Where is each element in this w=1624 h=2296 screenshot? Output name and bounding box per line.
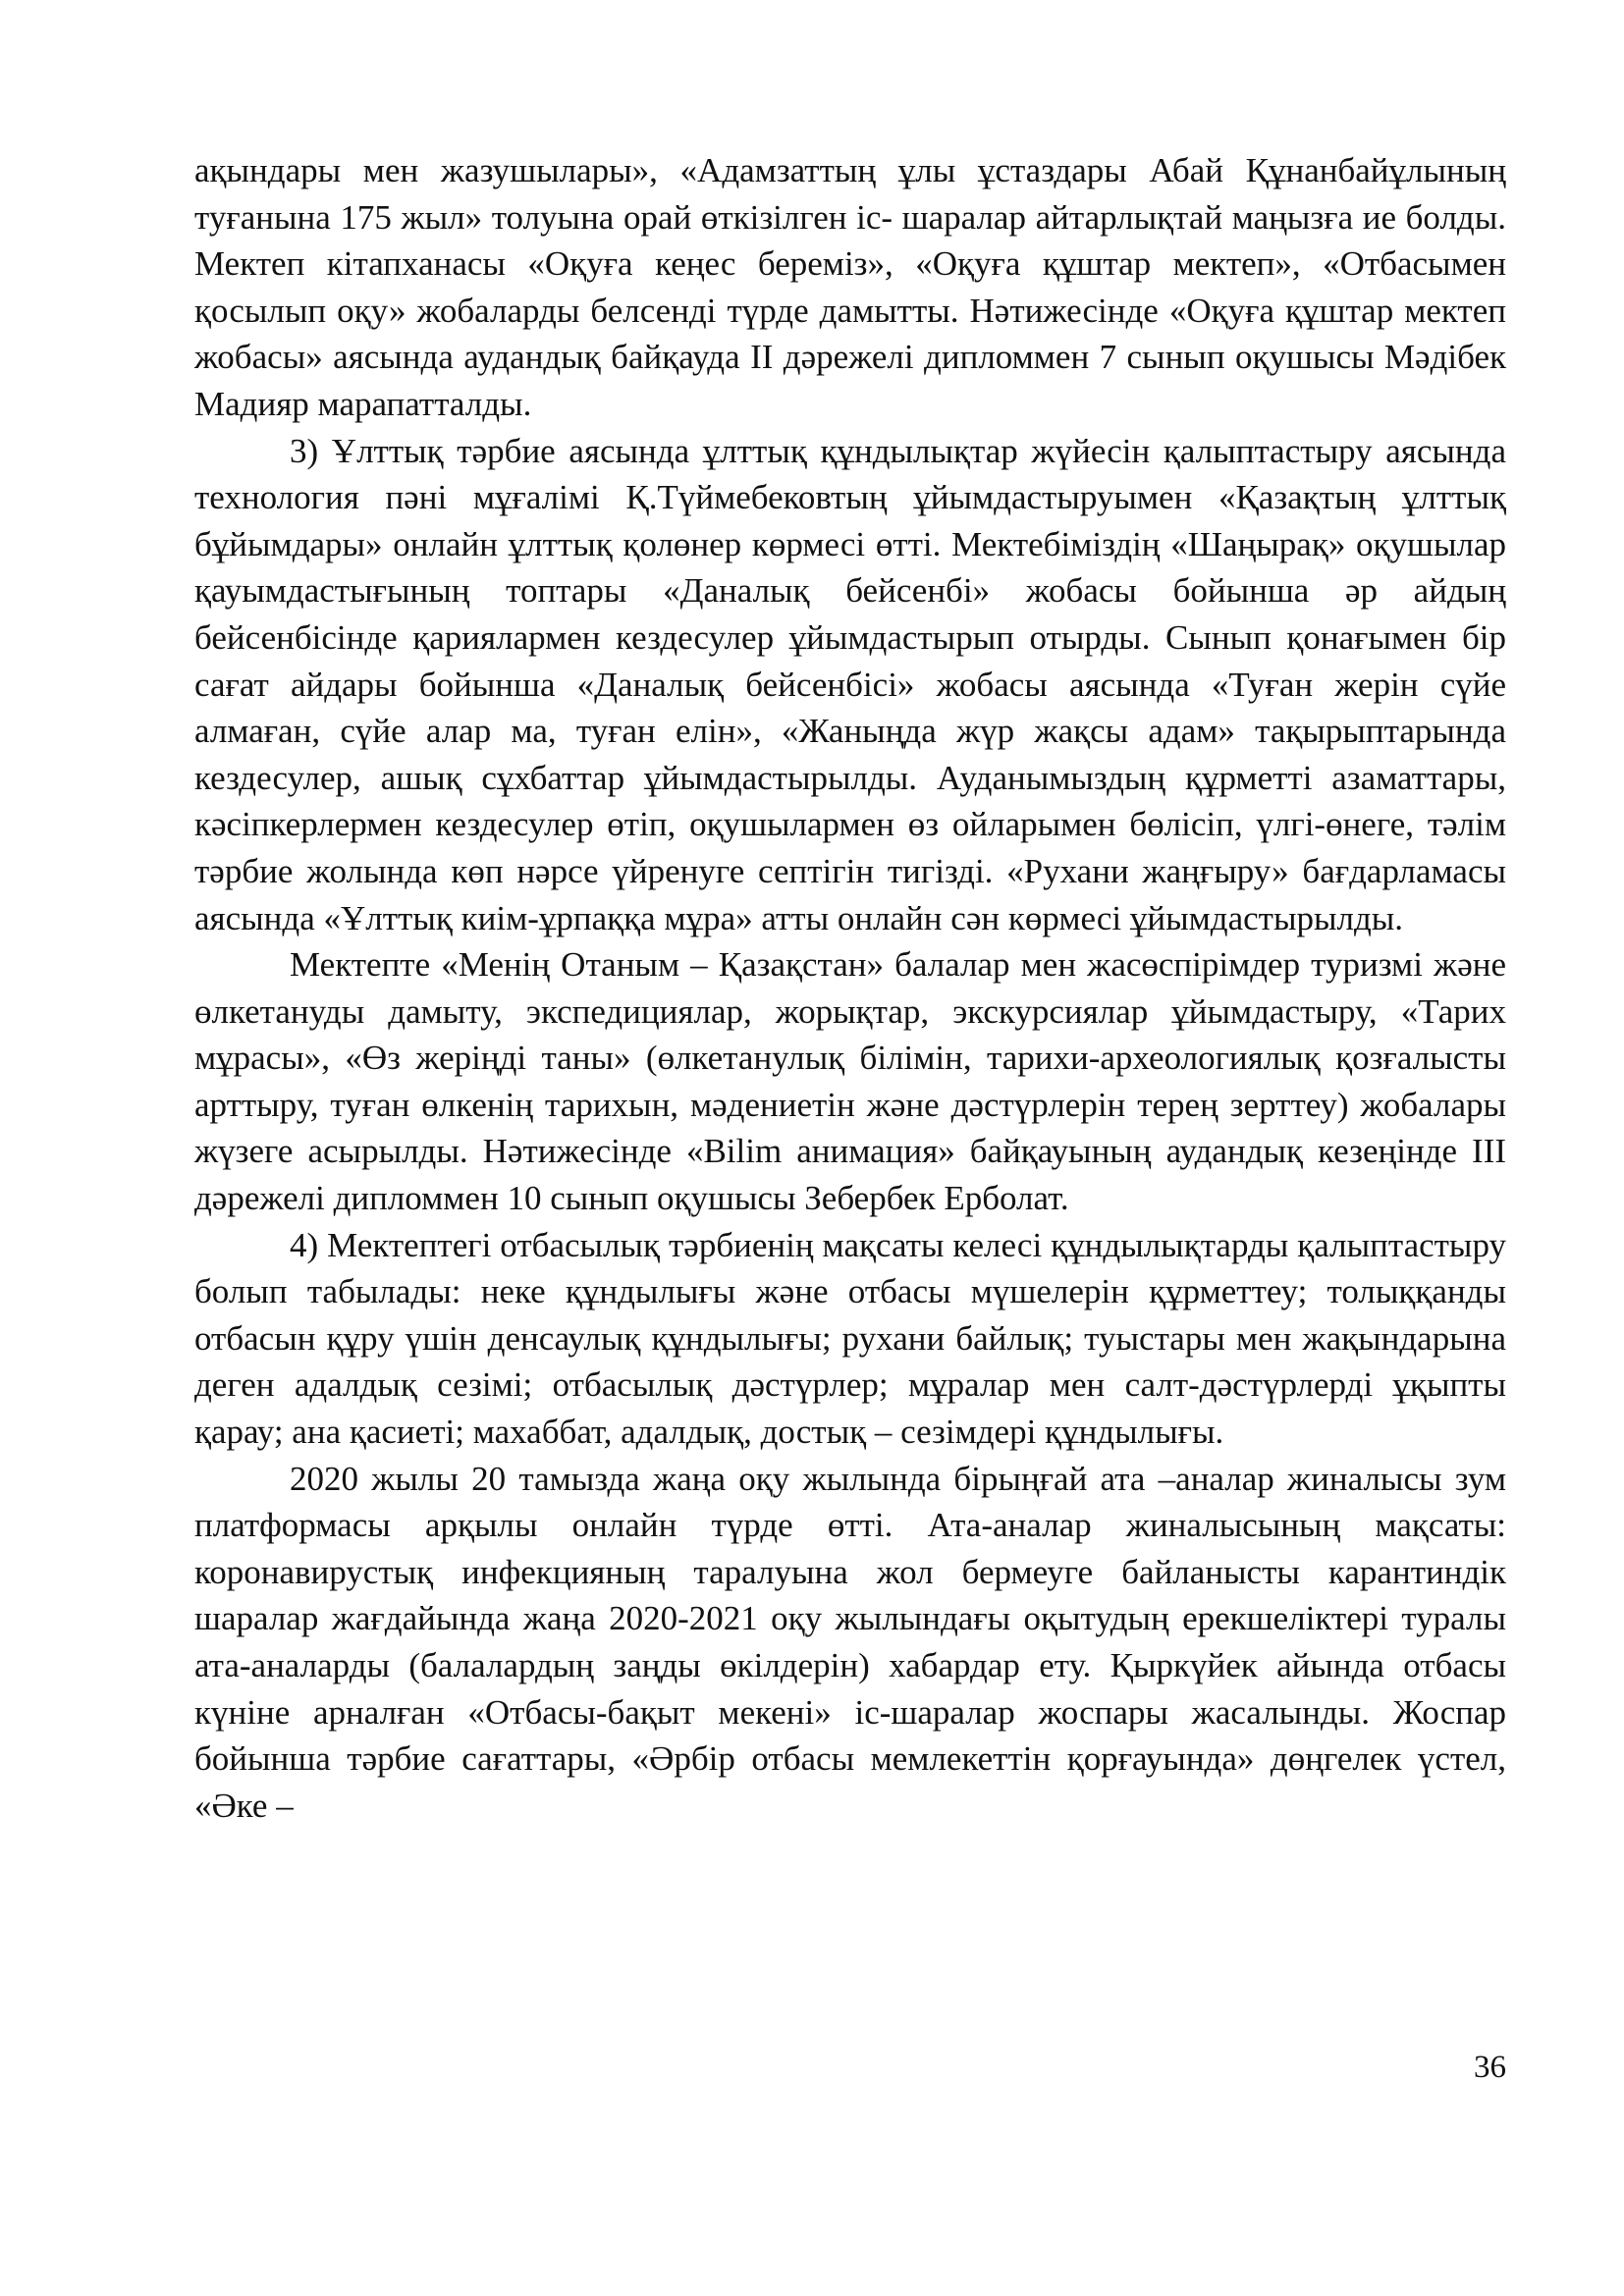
paragraph: Мектепте «Менің Отаным – Қазақстан» балалар мен жасөспірімдер туризмі және өлкетануды дамыту, экспедициялар, жорықтар, экскурсиялар ұйымдастыру, «Тарих мұрасы», «Өз жеріңді таны» (өлкетанулық білімін, тарихи-археологиялық қозғалысты арттыру, туған өлкенің тарихын, мәдениетін және дәстүрлерін терең зерттеу) жобалары жүзеге асырылды. Нәтижесінде «Bilim анимация» байқауының аудандық кезеңінде ІІІ дәрежелі дипломмен 10 сынып оқушысы Зебербек Ерболат. xyxy=(194,945,1506,1218)
paragraph: 3) Ұлттық тәрбие аясында ұлттық құндылықтар жүйесін қалыптастыру аясында технология пәні мұғалімі Қ.Түймебековтың ұйымдастыруымен «Қазақтың ұлттық бұйымдары» онлайн ұлттық қолөнер көрмесі өтті. Мектебіміздің «Шаңырақ» оқушылар қауымдастығының топтары «Даналық бейсенбі» жобасы бойынша әр айдың бейсенбісінде қариялармен кездесулер ұйымдастырып отырды. Сынып қонағымен бір сағат айдары бойынша «Даналық бейсенбісі» жобасы аясында «Туған жерін сүйе алмаған, сүйе алар ма, туған елін», «Жаныңда жүр жақсы адам» тақырыптарында кездесулер, ашық сұхбаттар ұйымдастырылды. Ауданымыздың құрметті азаматтары, кәсіпкерлермен кездесулер өтіп, оқушылармен өз ойларымен бөлісіп, үлгі-өнеге, тәлім тәрбие жолында көп нәрсе үйренуге септігін тигізді. «Рухани жаңғыру» бағдарламасы аясында «Ұлттық киім-ұрпаққа мұра» атты онлайн сән көрмесі ұйымдастырылды. xyxy=(194,431,1506,937)
document-body xyxy=(194,147,1506,1829)
paragraph: 4) Мектептегі отбасылық тәрбиенің мақсаты келесі құндылықтарды қалыптастыру болып табылады: неке құндылығы және отбасы мүшелерін құрметтеу; толыққанды отбасын құру үшін денсаулық құндылығы; рухани байлық; туыстары мен жақындарына деген адалдық сезімі; отбасылық дәстүрлер; мұралар мен салт-дәстүрлерді ұқыпты қарау; ана қасиеті; махаббат, адалдық, достық – сезімдері құндылығы. xyxy=(194,1225,1506,1452)
paragraph: 2020 жылы 20 тамызда жаңа оқу жылында бірыңғай ата –аналар жиналысы зум платформасы арқылы онлайн түрде өтті. Ата-аналар жиналысының мақсаты: коронавирустық инфекцияның таралуына жол бермеуге байланысты карантиндік шаралар жағдайында жаңа 2020-2021 оқу жылындағы оқытудың ерекшеліктері туралы ата-аналарды (балалардың заңды өкілдерін) хабардар ету. Қыркүйек айында отбасы күніне арналған «Отбасы-бақыт мекені» іс-шаралар жоспары жасалынды. Жоспар бойынша тәрбие сағаттары, «Әрбір отбасы мемлекеттін қорғауында» дөңгелек үстел, «Әке – xyxy=(194,1459,1506,1825)
paragraph: ақындары мен жазушылары», «Адамзаттың ұлы ұстаздары Абай Құнанбайұлының туғанына 175 жыл» толуына орай өткізілген іс- шаралар айтарлықтай маңызға ие болды. Мектеп кітапханасы «Оқуға кеңес береміз», «Оқуға құштар мектеп», «Отбасымен қосылып оқу» жобаларды белсенді түрде дамытты. Нәтижесінде «Оқуға құштар мектеп жобасы» аясында аудандық байқауда ІІ дәрежелі дипломмен 7 сынып оқушысы Мәдібек Мадияр марапатталды. xyxy=(194,151,1506,423)
page-number: 36 xyxy=(1474,2050,1506,2085)
